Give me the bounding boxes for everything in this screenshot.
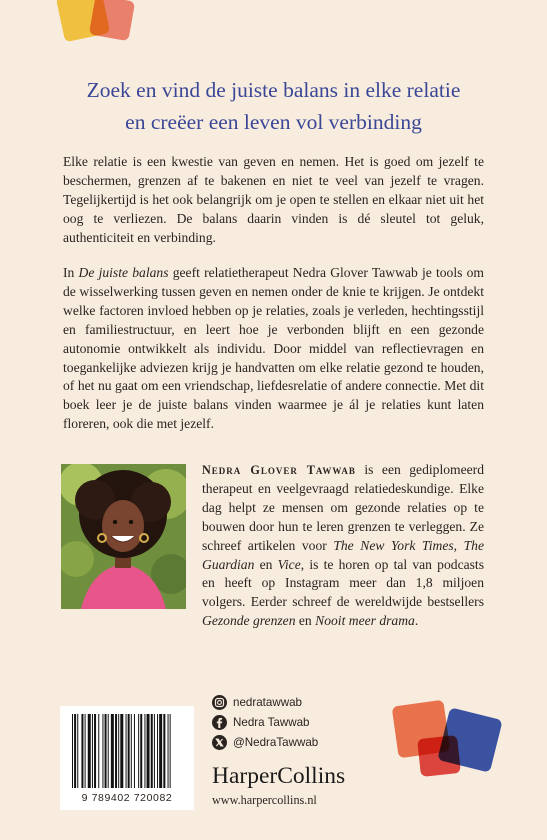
facebook-handle: Nedra Tawwab — [233, 716, 310, 729]
x-handle: @NedraTawwab — [233, 736, 319, 749]
text: . — [414, 613, 419, 629]
instagram-handle: nedratawwab — [233, 696, 302, 709]
description-paragraph — [63, 264, 484, 434]
text: , is te horen op tal van podcasts en heeft op Instagram meer dan 1,8 miljoen volgers. Eerder schreef de wereldwijde bestsellers — [202, 556, 484, 610]
intro-paragraph: Elke relatie is een kwestie van geven en nemen. Het is goed om jezelf te beschermen, grenzen af te bakenen en niet te veel van jezelf te vragen. Tegelijkertijd is het ook belangrijk om je open te stellen en elkaar niet uit het oog te verliezen. De balans daarin vinden is dé sleutel tot geluk, authenticiteit en verbinding. — [63, 154, 484, 245]
text: is een gediplomeerd therapeut en veelgevraagd relatiedeskundige. Elke dag helpt ze mensen om gezonde relaties op te bouwen door hun te leren grenzen te verleggen. Ze schreef artikelen voor — [202, 462, 484, 553]
x-icon — [212, 735, 227, 750]
facebook-icon — [212, 715, 227, 730]
publisher-website[interactable]: www.harpercollins.nl — [212, 793, 317, 807]
barcode-bars — [60, 706, 194, 792]
book-title: De juiste balans — [78, 265, 169, 280]
publication-guardian: The Guardian — [202, 537, 484, 572]
author-photo — [61, 464, 186, 609]
author-bio — [202, 461, 484, 631]
author-photo-illustration — [61, 464, 186, 609]
social-facebook[interactable] — [212, 715, 309, 730]
isbn-barcode — [60, 706, 194, 810]
headline-line-2: en creëer een leven vol verbinding — [125, 110, 422, 134]
text: en — [295, 613, 316, 629]
text: In — [63, 265, 79, 280]
instagram-icon — [212, 695, 227, 710]
social-x[interactable] — [212, 735, 318, 750]
social-instagram[interactable] — [212, 695, 302, 710]
bottom-decoration — [395, 697, 515, 787]
headline — [30, 74, 517, 138]
text: geeft relatietherapeut Nedra Glover Tawwab je tools om de wisselwerking tussen geven en nemen onder de knie te krijgen. Je ontdekt welke factoren invloed hebben op je relaties, zoals je verleden, hechtingsstijl en familiestructuur, en leert hoe je verbonden blijft en een gezonde autonomie ontwikkelt als individu. Door middel van reflectievragen en toegankelijke adviezen krijg je handvatten om elke relatie gezond te houden, of het nu gaat om een vriendschap, liefdesrelatie of andere connectie. Met dit boek leer je de juiste balans vinden waarmee je ál je relaties kunt laten floreren, ook die met jezelf. — [63, 265, 484, 432]
publisher-logo: HarperCollins — [212, 763, 346, 789]
bestseller-1: Gezonde grenzen — [202, 613, 296, 629]
author-name: Nedra Glover Tawwab — [202, 463, 356, 477]
text: , — [453, 537, 464, 553]
red-square — [417, 735, 461, 777]
coral-square — [89, 0, 135, 41]
publication-vice: Vice — [277, 556, 301, 572]
publication-nyt: The New York Times — [333, 537, 454, 553]
headline-line-1: Zoek en vind de juiste balans in elke relatie — [86, 78, 461, 102]
isbn-digits: 9 789402 720082 — [81, 792, 173, 804]
text: en — [254, 556, 278, 572]
top-decoration — [52, 0, 142, 52]
bestseller-2: Nooit meer drama — [315, 613, 415, 629]
